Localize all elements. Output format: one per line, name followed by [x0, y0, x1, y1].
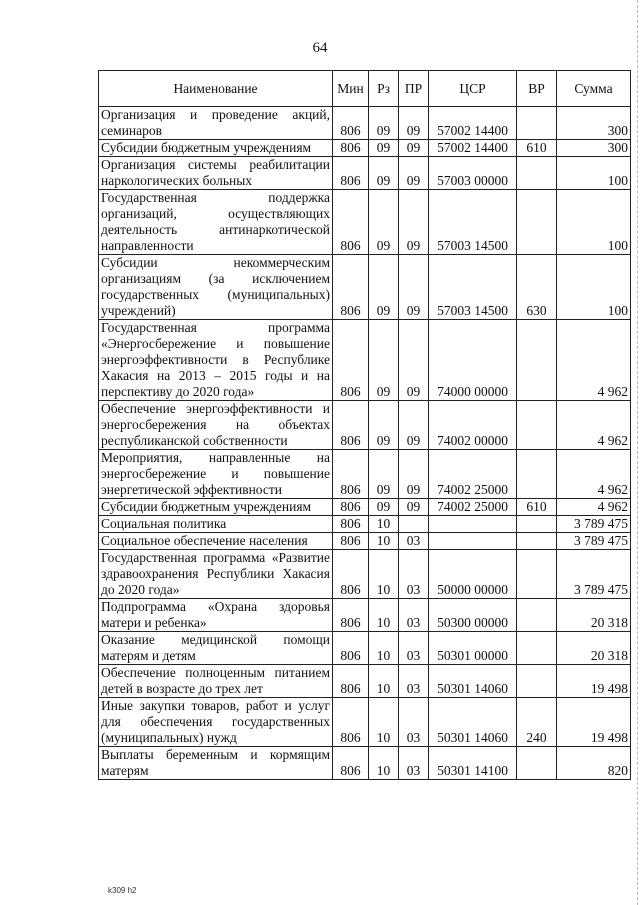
row-vr	[517, 157, 557, 190]
row-rz: 09	[369, 320, 399, 401]
row-vr	[517, 665, 557, 698]
budget-table	[98, 70, 631, 780]
row-rz: 10	[369, 632, 399, 665]
row-vr	[517, 401, 557, 450]
row-csr: 74002 25000	[429, 450, 517, 499]
row-sum: 4 962	[557, 401, 631, 450]
row-vr	[517, 599, 557, 632]
page-number: 64	[312, 40, 328, 56]
row-min: 806	[333, 107, 369, 140]
row-rz: 09	[369, 190, 399, 255]
row-rz: 09	[369, 401, 399, 450]
row-name: Социальная политика	[99, 516, 333, 533]
row-sum: 4 962	[557, 320, 631, 401]
row-min: 806	[333, 533, 369, 550]
table-row	[99, 190, 631, 255]
row-name: Социальное обеспечение населения	[99, 533, 333, 550]
row-pr: 09	[399, 320, 429, 401]
row-min: 806	[333, 320, 369, 401]
row-pr: 09	[399, 157, 429, 190]
row-min: 806	[333, 516, 369, 533]
row-vr	[517, 516, 557, 533]
row-name: Организация и проведение акций, семинаров	[99, 107, 333, 140]
column-header-rz: Рз	[369, 71, 399, 107]
row-name: Субсидии некоммерческим организациям (за исключением государственных (муниципальных) учреждений)	[99, 255, 333, 320]
row-vr	[517, 550, 557, 599]
table-row	[99, 665, 631, 698]
row-vr	[517, 320, 557, 401]
row-sum: 3 789 475	[557, 533, 631, 550]
row-sum: 4 962	[557, 450, 631, 499]
row-name: Обеспечение энергоэффективности и энергосбережения на объектах республиканской собственности	[99, 401, 333, 450]
row-name: Обеспечение полноценным питанием детей в возрасте до трех лет	[99, 665, 333, 698]
row-min: 806	[333, 550, 369, 599]
row-pr: 09	[399, 107, 429, 140]
row-rz: 10	[369, 665, 399, 698]
row-name: Выплаты беременным и кормящим матерям	[99, 747, 333, 780]
row-name: Подпрограмма «Охрана здоровья матери и ребенка»	[99, 599, 333, 632]
table-row	[99, 320, 631, 401]
row-name: Мероприятия, направленные на энергосбережение и повышение энергетической эффективности	[99, 450, 333, 499]
row-min: 806	[333, 190, 369, 255]
row-rz: 09	[369, 499, 399, 516]
column-header-min: Мин	[333, 71, 369, 107]
column-header-sum: Сумма	[557, 71, 631, 107]
row-vr: 610	[517, 499, 557, 516]
row-rz: 09	[369, 450, 399, 499]
row-min: 806	[333, 632, 369, 665]
row-name: Субсидии бюджетным учреждениям	[99, 499, 333, 516]
table-row	[99, 499, 631, 516]
row-min: 806	[333, 747, 369, 780]
row-vr: 630	[517, 255, 557, 320]
table-header-row	[99, 71, 631, 107]
row-sum: 3 789 475	[557, 516, 631, 533]
row-sum: 19 498	[557, 698, 631, 747]
row-pr: 03	[399, 665, 429, 698]
table-row	[99, 550, 631, 599]
row-rz: 09	[369, 140, 399, 157]
row-name: Иные закупки товаров, работ и услуг для обеспечения государственных (муниципальных) нужд	[99, 698, 333, 747]
row-rz: 09	[369, 157, 399, 190]
row-pr: 09	[399, 450, 429, 499]
column-header-name: Наименование	[99, 71, 333, 107]
row-pr: 09	[399, 401, 429, 450]
table-row	[99, 599, 631, 632]
row-sum: 100	[557, 190, 631, 255]
row-sum: 19 498	[557, 665, 631, 698]
row-min: 806	[333, 698, 369, 747]
row-rz: 09	[369, 255, 399, 320]
table-row	[99, 255, 631, 320]
row-csr: 57002 14400	[429, 140, 517, 157]
column-header-pr: ПР	[399, 71, 429, 107]
row-csr: 57002 14400	[429, 107, 517, 140]
row-pr: 03	[399, 550, 429, 599]
table-row	[99, 401, 631, 450]
row-vr	[517, 107, 557, 140]
row-csr: 50301 00000	[429, 632, 517, 665]
row-sum: 20 318	[557, 632, 631, 665]
row-sum: 4 962	[557, 499, 631, 516]
row-name: Субсидии бюджетным учреждениям	[99, 140, 333, 157]
table-row	[99, 140, 631, 157]
row-sum: 300	[557, 140, 631, 157]
row-csr: 74002 00000	[429, 401, 517, 450]
row-rz: 10	[369, 533, 399, 550]
row-csr: 50301 14060	[429, 698, 517, 747]
row-csr: 57003 14500	[429, 190, 517, 255]
column-header-vr: ВР	[517, 71, 557, 107]
table-row	[99, 157, 631, 190]
row-min: 806	[333, 255, 369, 320]
row-pr: 09	[399, 140, 429, 157]
row-name: Оказание медицинской помощи матерям и детям	[99, 632, 333, 665]
row-csr: 50301 14100	[429, 747, 517, 780]
row-pr	[399, 516, 429, 533]
row-name: Государственная поддержка организаций, осуществляющих деятельность антинаркотической направленности	[99, 190, 333, 255]
row-pr: 03	[399, 698, 429, 747]
row-csr: 74002 25000	[429, 499, 517, 516]
row-rz: 10	[369, 550, 399, 599]
row-name: Организация системы реабилитации наркологических больных	[99, 157, 333, 190]
row-csr: 50300 00000	[429, 599, 517, 632]
row-pr: 09	[399, 190, 429, 255]
row-sum: 100	[557, 157, 631, 190]
table-row	[99, 747, 631, 780]
row-csr: 50301 14060	[429, 665, 517, 698]
row-sum: 100	[557, 255, 631, 320]
row-csr	[429, 516, 517, 533]
row-vr	[517, 450, 557, 499]
column-header-csr: ЦСР	[429, 71, 517, 107]
row-rz: 10	[369, 698, 399, 747]
row-rz: 10	[369, 747, 399, 780]
row-min: 806	[333, 599, 369, 632]
row-min: 806	[333, 157, 369, 190]
row-vr	[517, 632, 557, 665]
row-vr: 610	[517, 140, 557, 157]
row-vr	[517, 190, 557, 255]
row-sum: 300	[557, 107, 631, 140]
row-min: 806	[333, 665, 369, 698]
footer-code: k309 h2	[108, 886, 137, 895]
row-csr	[429, 533, 517, 550]
table-row	[99, 698, 631, 747]
row-pr: 03	[399, 747, 429, 780]
row-pr: 09	[399, 499, 429, 516]
row-sum: 820	[557, 747, 631, 780]
row-min: 806	[333, 499, 369, 516]
row-min: 806	[333, 450, 369, 499]
row-csr: 57003 14500	[429, 255, 517, 320]
row-min: 806	[333, 140, 369, 157]
row-min: 806	[333, 401, 369, 450]
scan-edge-line	[636, 0, 638, 905]
row-pr: 09	[399, 255, 429, 320]
row-csr: 57003 00000	[429, 157, 517, 190]
row-vr: 240	[517, 698, 557, 747]
row-pr: 03	[399, 632, 429, 665]
row-rz: 09	[369, 107, 399, 140]
row-sum: 3 789 475	[557, 550, 631, 599]
row-vr	[517, 747, 557, 780]
table-row	[99, 533, 631, 550]
table-row	[99, 516, 631, 533]
row-name: Государственная программа «Развитие здравоохранения Республики Хакасия до 2020 года»	[99, 550, 333, 599]
row-pr: 03	[399, 599, 429, 632]
table-row	[99, 450, 631, 499]
row-csr: 50000 00000	[429, 550, 517, 599]
row-sum: 20 318	[557, 599, 631, 632]
row-vr	[517, 533, 557, 550]
row-rz: 10	[369, 516, 399, 533]
table-row	[99, 107, 631, 140]
row-pr: 03	[399, 533, 429, 550]
row-name: Государственная программа «Энергосбережение и повышение энергоэффективности в Республике Хакасия на 2013 – 2015 годы и на перспективу до 2020 года»	[99, 320, 333, 401]
row-rz: 10	[369, 599, 399, 632]
row-csr: 74000 00000	[429, 320, 517, 401]
table-row	[99, 632, 631, 665]
